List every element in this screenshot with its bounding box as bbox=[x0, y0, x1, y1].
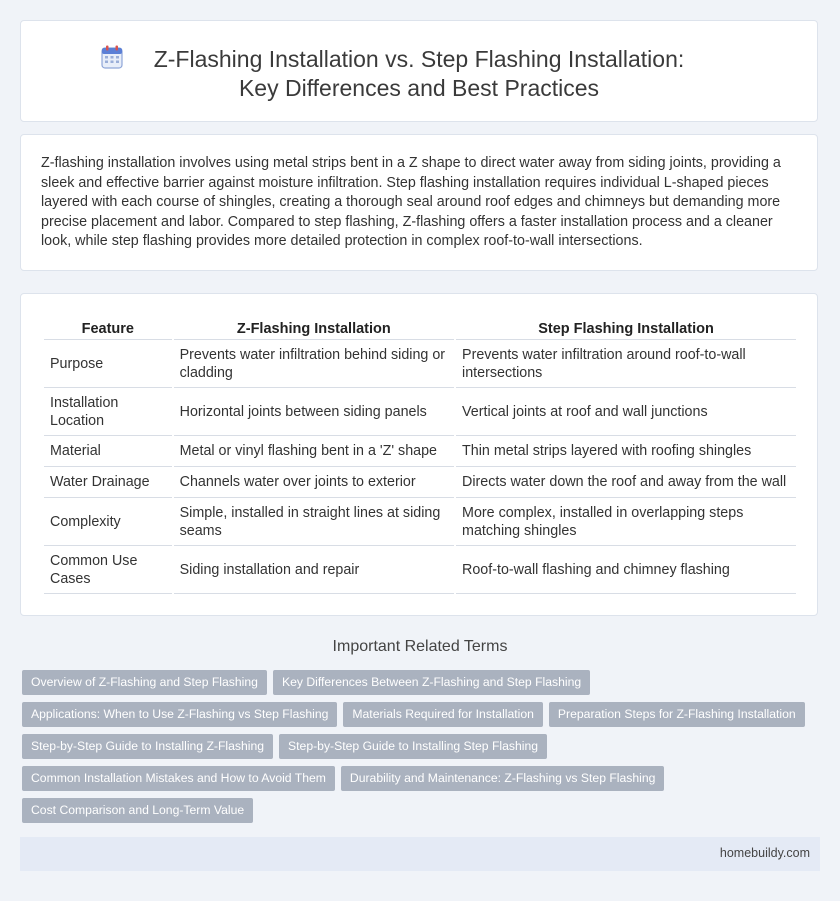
table-row bbox=[44, 546, 796, 594]
comparison-card bbox=[20, 293, 818, 616]
row-z-flashing: Metal or vinyl flashing bent in a 'Z' shape bbox=[174, 436, 454, 467]
intro-card bbox=[20, 134, 818, 271]
related-term-tag[interactable]: Step-by-Step Guide to Installing Step Flashing bbox=[279, 734, 547, 759]
row-z-flashing: Prevents water infiltration behind siding or cladding bbox=[174, 340, 454, 388]
related-term-tag[interactable]: Key Differences Between Z-Flashing and Step Flashing bbox=[273, 670, 590, 695]
table-row bbox=[44, 340, 796, 388]
row-feature: Purpose bbox=[44, 340, 172, 388]
table-row bbox=[44, 388, 796, 436]
row-feature: Complexity bbox=[44, 498, 172, 546]
row-step-flashing: Vertical joints at roof and wall junctions bbox=[456, 388, 796, 436]
intro-paragraph: Z-flashing installation involves using metal strips bent in a Z shape to direct water away from siding joints, providing a sleek and effective barrier against moisture infiltration. Step flashing installation requires individual L-shaped pieces layered with each course of shingles, creating a thorough seal around roof edges and chimneys but demanding more precise placement and labor. Compared to step flashing, Z-flashing offers a faster installation process and a cleaner look, while step flashing provides more detailed protection in complex roof-to-wall intersections. bbox=[41, 155, 781, 250]
row-step-flashing: More complex, installed in overlapping steps matching shingles bbox=[456, 498, 796, 546]
table-row bbox=[44, 498, 796, 546]
row-feature: Installation Location bbox=[44, 388, 172, 436]
header-z-flashing: Z-Flashing Installation bbox=[174, 311, 454, 340]
related-terms-heading: Important Related Terms bbox=[332, 638, 508, 655]
row-z-flashing: Channels water over joints to exterior bbox=[174, 467, 454, 498]
related-term-tag[interactable]: Step-by-Step Guide to Installing Z-Flashing bbox=[22, 734, 273, 759]
row-feature: Material bbox=[44, 436, 172, 467]
related-term-tag[interactable]: Durability and Maintenance: Z-Flashing vs Step Flashing bbox=[341, 766, 665, 791]
footer-site-link[interactable]: homebuildy.com bbox=[719, 846, 810, 860]
related-term-tag[interactable]: Common Installation Mistakes and How to Avoid Them bbox=[22, 766, 335, 791]
page-title: Z-Flashing Installation vs. Step Flashing Installation: Key Differences and Best Practices bbox=[153, 46, 685, 101]
row-feature: Common Use Cases bbox=[44, 546, 172, 594]
related-term-tag[interactable]: Applications: When to Use Z-Flashing vs Step Flashing bbox=[22, 702, 337, 727]
table-row bbox=[44, 436, 796, 467]
row-step-flashing: Prevents water infiltration around roof-to-wall intersections bbox=[456, 340, 796, 388]
table-header-row bbox=[44, 311, 796, 340]
row-step-flashing: Directs water down the roof and away from the wall bbox=[456, 467, 796, 498]
header-step-flashing: Step Flashing Installation bbox=[456, 311, 796, 340]
footer bbox=[20, 837, 820, 871]
related-term-tag[interactable]: Preparation Steps for Z-Flashing Installation bbox=[549, 702, 805, 727]
related-term-tag[interactable]: Cost Comparison and Long-Term Value bbox=[22, 798, 253, 823]
row-z-flashing: Siding installation and repair bbox=[174, 546, 454, 594]
row-z-flashing: Simple, installed in straight lines at siding seams bbox=[174, 498, 454, 546]
row-feature: Water Drainage bbox=[44, 467, 172, 498]
header-feature: Feature bbox=[44, 311, 172, 340]
row-z-flashing: Horizontal joints between siding panels bbox=[174, 388, 454, 436]
row-step-flashing: Thin metal strips layered with roofing shingles bbox=[456, 436, 796, 467]
table-row bbox=[44, 467, 796, 498]
related-term-tag[interactable]: Overview of Z-Flashing and Step Flashing bbox=[22, 670, 267, 695]
comparison-table bbox=[42, 311, 798, 594]
title-card bbox=[20, 20, 818, 122]
row-step-flashing: Roof-to-wall flashing and chimney flashing bbox=[456, 546, 796, 594]
related-terms-list bbox=[22, 670, 802, 830]
related-term-tag[interactable]: Materials Required for Installation bbox=[343, 702, 543, 727]
